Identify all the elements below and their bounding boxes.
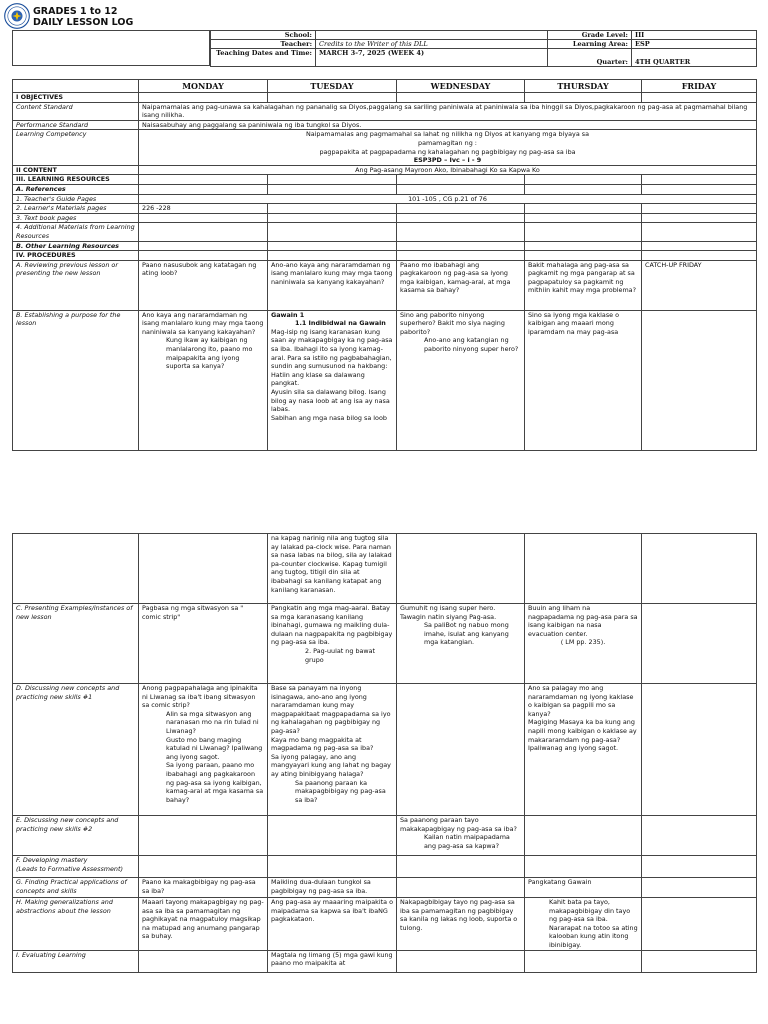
day-wednesday: WEDNESDAY [397, 80, 525, 93]
d-tuesday [268, 684, 397, 816]
proc-a-label: A. Reviewing previous lesson or presenting the new lesson [13, 260, 139, 310]
competency-line3: pagpapakita at pagpapadama ng kahalagahan ng pagbibigay ng pag-asa sa iba [319, 147, 576, 156]
school-value [316, 31, 548, 40]
dates-label: Teaching Dates and Time: [211, 49, 316, 67]
c-wed-para1: Gumuhit ng isang super hero. Tawagin natin siyang Pag-asa. [400, 604, 497, 621]
g-monday: Paano ka makagbibigay ng pag-asa sa iba? [139, 878, 268, 898]
proc-h-label: H. Making generalizations and abstractions about the lesson [13, 898, 139, 951]
school-label: School: [211, 31, 316, 40]
h-tuesday: Ang pag-asa ay maaaring maipakita o maipadama sa kapwa sa iba't ibaNG pagkakataon. [268, 898, 397, 951]
day-header-row [13, 80, 757, 93]
proc-b-label: B. Establishing a purpose for the lesson [13, 310, 139, 450]
proc-e-label: E. Discussing new concepts and practicing new skills #2 [13, 816, 139, 856]
competency-line2: pamamagitan ng : [418, 138, 477, 147]
d-tue-para2: Kaya mo bang magpakita at magpadama ng pag-asa sa iba? Sa iyong palagay, ano ang mangyayari kung ang lahat ng bagay ay ating binibigyang halaga? [271, 735, 391, 778]
competency-line1: Naipamamalas ang pagmamahal sa lahat ng nilikha ng Diyos at kanyang mga biyaya sa [305, 130, 590, 139]
corner-cell [13, 80, 139, 93]
a-thursday: Bakit mahalaga ang pag-asa sa pagkamit ng mga pangarap at sa pagpapatuloy sa pagkamit ng mithiin kahit may mga problema? [525, 260, 642, 310]
content-standard-label: Content Standard [13, 102, 139, 120]
references-label: A. References [13, 184, 139, 194]
procedures-label: IV. PROCEDURES [13, 251, 139, 261]
content-text: Ang Pag-asang Mayroon Ako, Ibinabahagi Ko sa Kapwa Ko [139, 165, 757, 175]
c-monday: Pagbasa ng mga sitwasyon sa " comic strip" [139, 604, 268, 684]
title-line1: GRADES 1 to 12 [33, 6, 118, 17]
learning-competency-text [139, 130, 757, 165]
dates-value: MARCH 3-7, 2025 (WEEK 4) [316, 49, 548, 67]
proc-g-label: G. Finding Practical applications of concepts and skills [13, 878, 139, 898]
e-wed-para2: Kailan natin maipapadama ang pag-asa sa kapwa? [424, 833, 510, 850]
dll-title [33, 6, 133, 28]
grade-label: Grade Level: [548, 31, 632, 40]
h-wednesday: Nakapagbibigay tayo ng pag-asa sa iba sa pamamagitan ng pagbibigay sa kanila ng lakas ng loob, suporta o tulong. [397, 898, 525, 951]
day-monday: MONDAY [139, 80, 268, 93]
c-tuesday [268, 604, 397, 684]
d-tue-para1: Base sa panayam na inyong isinagawa, ano-ano ang iyong nararamdaman kung may magpapakitaat magpapadama sa iyo ng kahalagahan ng pagbibigay ng pag-asa? [271, 684, 391, 735]
b-wed-para1: Sino ang paborito ninyong superhero? Bakit mo siya naging paborito? [400, 310, 505, 336]
h-monday: Maaari tayong makapagbigay ng pag-asa sa iba sa pamamagitan ng paghikayat na magpatuloy magsikap na matupad ang anumang pangarap sa buhay. [139, 898, 268, 951]
e-wednesday [397, 816, 525, 856]
header-box [12, 30, 210, 66]
proc-i-label: I. Evaluating Learning [13, 950, 139, 972]
quarter-label: Quarter: [548, 49, 632, 67]
b-monday [139, 310, 268, 450]
c-tue-para1: Pangkatin ang mga mag-aaral. Batay sa mga karanasang kanilang ibinahagi, gumawa ng maikling dula-dulaan na nagpapakita ng pagbibigay ng pag-asa sa iba. [271, 604, 393, 647]
other-resources-label: B. Other Learning Resources [13, 241, 139, 251]
c-wed-para2: Sa paliBot ng nabuo mong imahe, isulat ang kanyang mga katangian. [424, 621, 509, 647]
header-info-table [210, 30, 757, 67]
b-wednesday [397, 310, 525, 450]
c-wednesday [397, 604, 525, 684]
day-thursday: THURSDAY [525, 80, 642, 93]
proc-c-label: C. Presenting Examples/instances of new lesson [13, 604, 139, 684]
performance-standard-label: Performance Standard [13, 120, 139, 130]
b-thursday: Sino sa iyong mga kaklase o kaibigan ang maaari mong iparamdam na may pag-asa [525, 310, 642, 450]
b-tue-sub: 1.1 Indibidwal na Gawain [295, 319, 386, 328]
lm-pages-label: 2. Learner's Materials pages [13, 204, 139, 214]
e-wed-para1: Sa paanong paraan tayo makakapagbigay ng pag-asa sa iba? [400, 816, 517, 833]
d-monday [139, 684, 268, 816]
quarter-value: 4TH QUARTER [632, 49, 757, 67]
day-friday: FRIDAY [642, 80, 757, 93]
b-mon-para1: Ano kaya ang nararamdaman ng isang manlalaro kung may mga taong naniniwala sa kanyang kakayahan? [142, 310, 264, 336]
textbook-pages-label: 3. Text book pages [13, 213, 139, 223]
i-tuesday: Magtala ng limang (5) mga gawi kung paano mo maipakita at [268, 950, 397, 972]
b-tue-title: Gawain 1 [271, 310, 305, 319]
h-thursday: Kahit bata pa tayo, makapagbibigay din tayo ng pag-asa sa iba. Nararapat na totoo sa ating kaloob​an kung atin itong ibinibigay. [525, 898, 642, 951]
content-label: II CONTENT [13, 165, 139, 175]
d-thursday: Ano sa palagay mo ang nararamdaman ng iyong kaklase o kaibigan sa pagpili mo sa kanya? Magiging Masaya ka ba kung ang napili mong kaibigan o kaklase ay makararamdam ng pag-asa? Ipaliwanag ang iyong sagot. [525, 684, 642, 816]
a-friday: CATCH-UP FRIDAY [642, 260, 757, 310]
b-friday [642, 310, 757, 450]
performance-standard-text: Naisasabuhay ang paggalang sa paniniwala ng iba tungkol sa Diyos. [139, 120, 757, 130]
content-standard-text: Naipamamalas ang pag-unawa sa kahalagahan ng pananalig sa Diyos,paggalang sa sariling paniniwala at paniniwala sa iba hinggil sa Diyos,pagkakaroon ng pag-asa at pagmamahal bilang isang nilikha. [139, 102, 757, 120]
title-line2: DAILY LESSON LOG [33, 17, 134, 28]
area-value: ESP [632, 40, 757, 49]
b-wed-para2: Ano-ano ang katangian ng paborito ninyong super hero? [424, 336, 519, 354]
additional-materials-label: 4. Additional Materials from Learning Resources [13, 223, 139, 241]
d-tue-para3: Sa paanong paraan ka makapagbibigay ng pag-asa sa iba? [295, 778, 386, 804]
competency-code: ESP3PD – Ivc – i - 9 [413, 156, 482, 165]
lm-pages-value: 226 -228 [139, 204, 268, 214]
c-thursday [525, 604, 642, 684]
grade-value: III [632, 31, 757, 40]
d-mon-para1: Anong pagpapahalaga ang ipinakita ni Liwanag sa iba't ibang sitwasyon sa comic strip? [142, 684, 258, 710]
b-tuesday-continued: na kapag narinig nila ang tugtog sila ay lalakad pa-clock wise. Para naman sa nasa labas na bilog, sila ay lalakad pa-counter clockwise. Kapag tumigil ang tugtog, titigil din sila at ibabahagi sa kanilang katapat ang kanilang karanasan. [268, 534, 397, 604]
resources-label: III. LEARNING RESOURCES [13, 175, 139, 185]
d-mon-para2: Alin sa mga sitwasyon ang naranasan mo na rin tulad ni Liwanag? [166, 709, 259, 735]
a-monday: Paano nasusubok ang katatagan ng ating loob? [139, 260, 268, 310]
teacher-value: Credits to the Writer of this DLL [316, 40, 548, 49]
proc-f-label: F. Developing mastery (Leads to Formative Assessment) [13, 856, 139, 878]
b-tue-body: Mag-isip ng isang karanasan kung saan ay makapagbigay ka ng pag-asa sa iba. Ibahagi ito sa iyong kamag-aral. Para sa istilo ng pagbabahagian, sundin ang sumusunod na hakbang: Hatiin ang klase sa dalawang pangkat. Ayusin sila sa dalawang bilog. Isang bilog ay nasa loob at ang isa ay nasa labas. Sabihan ang mga nasa bilog sa loob [271, 327, 393, 422]
d-mon-para3: Gusto mo bang maging katulad ni Liwanag? Ipaliwang ang iyong sagot. [166, 735, 263, 761]
b-mon-para2: Kung ikaw ay kaibigan ng manlalarong ito, paano mo maipapakita ang iyong suporta sa kanya? [166, 336, 253, 371]
tg-pages-value: 101 -105 , CG p.21 of 76 [139, 194, 757, 204]
c-thu-para1: Buuin ang liham na nagpapadama ng pag-asa para sa isang kaibigan na nasa evacuation center. [528, 604, 638, 638]
c-thu-para2: ( LM pp. 235). [560, 638, 606, 647]
area-label: Learning Area: [548, 40, 632, 49]
a-tuesday: Ano-ano kaya ang nararamdaman ng isang manlalaro kung may mga taong naniniwala sa kanyang kakayahan? [268, 260, 397, 310]
deped-seal-logo [4, 3, 30, 29]
a-wednesday: Paano mo ibabahagi ang pagkakaroon ng pag-asa sa iyong mga kaibigan, kamag-aral, at mga kasama sa bahay? [397, 260, 525, 310]
g-tuesday: Maikling dua-dulaan tungkol sa pagbibigay ng pag-asa sa iba. [268, 878, 397, 898]
day-tuesday: TUESDAY [268, 80, 397, 93]
objectives-label: I OBJECTIVES [13, 93, 139, 103]
proc-d-label: D. Discussing new concepts and practicing new skills #1 [13, 684, 139, 816]
d-mon-para4: Sa iyong paraan, paano mo ibabahagi ang pagkakaroon ng pag-asa sa iyong kaibigan, kamag-aral at mga kasama sa bahay? [166, 761, 264, 804]
lesson-table-page1 [12, 79, 757, 451]
tg-pages-label: 1. Teacher's Guide Pages [13, 194, 139, 204]
b-tuesday [268, 310, 397, 450]
learning-competency-label: Learning Competency [13, 130, 139, 165]
c-tue-para2: 2. Pag-uulat ng bawat grupo [305, 646, 376, 664]
teacher-label: Teacher: [211, 40, 316, 49]
lesson-table-page2 [12, 533, 757, 973]
g-thursday: Pangkatang Gawain [525, 878, 642, 898]
